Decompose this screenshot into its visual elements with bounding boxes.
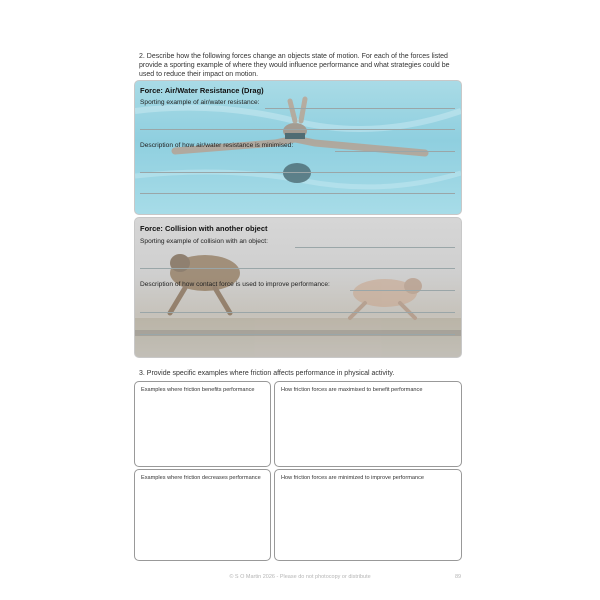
friction-decreases-box[interactable] xyxy=(134,469,271,561)
collision-box-title: Force: Collision with another object xyxy=(140,224,268,233)
collision-example-line-1[interactable] xyxy=(295,247,455,248)
friction-minimized-label: How friction forces are minimized to improve performance xyxy=(281,475,425,481)
collision-description-line-2[interactable] xyxy=(140,312,455,313)
friction-decreases-label: Examples where friction decreases performance xyxy=(141,475,261,481)
drag-example-line-1[interactable] xyxy=(265,108,455,109)
drag-description-line-3[interactable] xyxy=(140,193,455,194)
page-number: 89 xyxy=(455,574,462,580)
drag-description-line-1[interactable] xyxy=(335,151,455,152)
friction-minimized-box[interactable] xyxy=(274,469,462,561)
friction-benefits-box[interactable] xyxy=(134,381,271,467)
drag-box-title: Force: Air/Water Resistance (Drag) xyxy=(140,86,264,95)
friction-benefits-label: Examples where friction benefits performance xyxy=(141,387,255,393)
collision-description-line-1[interactable] xyxy=(350,290,455,291)
drag-example-prompt: Sporting example of air/water resistance: xyxy=(140,99,260,106)
question-2-text: 2. Describe how the following forces change an objects state of motion. For each of the forces listed provide a sporting example of where they would influence performance and what strategies could be used to reduce their impact on motion. xyxy=(139,53,450,78)
collision-force-box xyxy=(134,217,462,358)
friction-maximised-label: How friction forces are maximised to benefit performance xyxy=(281,387,423,393)
collision-description-prompt: Description of how contact force is used to improve performance: xyxy=(140,281,330,288)
collision-example-prompt: Sporting example of collision with an object: xyxy=(140,238,268,245)
friction-maximised-box[interactable] xyxy=(274,381,462,467)
drag-example-line-2[interactable] xyxy=(140,129,455,130)
drag-description-line-2[interactable] xyxy=(140,172,455,173)
collision-example-line-2[interactable] xyxy=(140,268,455,269)
collision-description-line-3[interactable] xyxy=(140,334,455,335)
footer-copyright: © S O Martin 2026 - Please do not photocopy or distribute xyxy=(229,574,371,580)
drag-description-prompt: Description of how air/water resistance is minimised: xyxy=(140,142,294,149)
drag-force-box xyxy=(134,80,462,215)
question-3-text: 3. Provide specific examples where friction affects performance in physical activity. xyxy=(139,370,395,377)
